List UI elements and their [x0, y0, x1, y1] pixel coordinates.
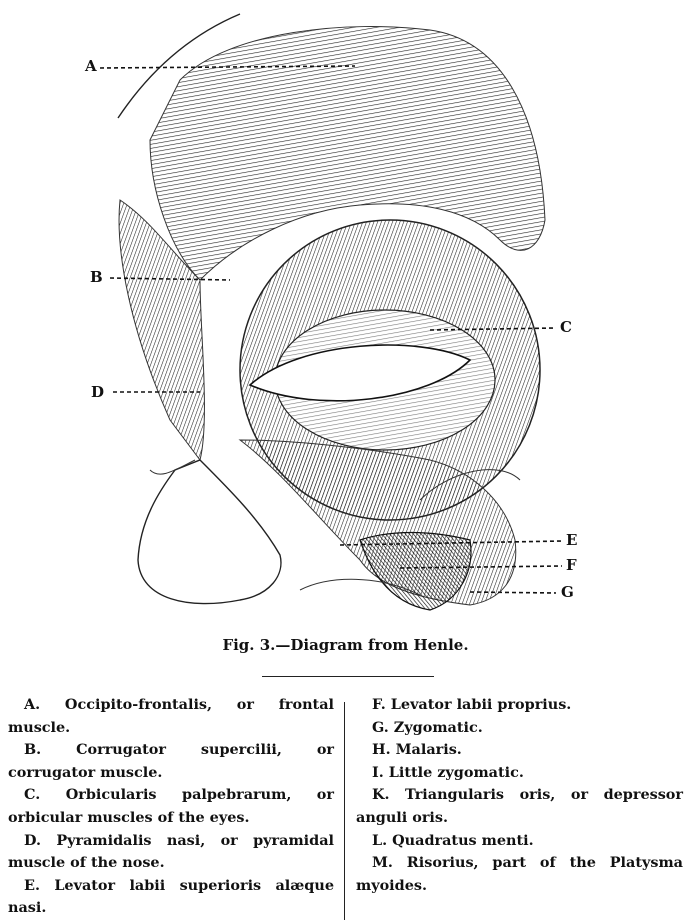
- figure-caption: Fig. 3.—Diagram from Henle.: [222, 636, 469, 654]
- callout-f: F: [566, 556, 577, 574]
- legend-item-k: K. Triangularis oris, or depressor anguli oris.: [356, 786, 683, 826]
- legend-right-column: [356, 694, 683, 897]
- legend-item-l: L. Quadratus menti.: [372, 831, 534, 849]
- legend-item-b: B. Corrugator supercilii, or corrugator muscle.: [8, 741, 334, 781]
- legend-item-i: I. Little zygomatic.: [372, 763, 524, 781]
- nose: [138, 460, 281, 604]
- callout-b: B: [90, 268, 103, 286]
- legend-item-g: G. Zygomatic.: [372, 718, 483, 736]
- column-divider: [344, 702, 345, 920]
- caption-rule: [262, 676, 434, 677]
- callout-d: D: [91, 383, 105, 401]
- legend-left-column: [8, 694, 334, 920]
- legend-item-c: C. Orbicularis palpebrarum, or orbicular muscles of the eyes.: [8, 786, 334, 826]
- legend-item-f: F. Levator labii proprius.: [372, 696, 572, 713]
- legend-item-a: A. Occipito-frontalis, or frontal muscle.: [8, 696, 334, 736]
- legend-item-e: E. Levator labii superioris alæque nasi.: [8, 876, 334, 917]
- legend-item-h: H. Malaris.: [372, 741, 462, 759]
- legend-item-d: D. Pyramidalis nasi, or pyramidal muscle of the nose.: [8, 831, 334, 872]
- callout-c: C: [560, 318, 572, 336]
- callout-g: G: [561, 583, 574, 601]
- callout-a: A: [85, 57, 97, 75]
- callout-e: E: [566, 531, 578, 549]
- legend-item-m: M. Risorius, part of the Platysma myoides.: [356, 854, 683, 894]
